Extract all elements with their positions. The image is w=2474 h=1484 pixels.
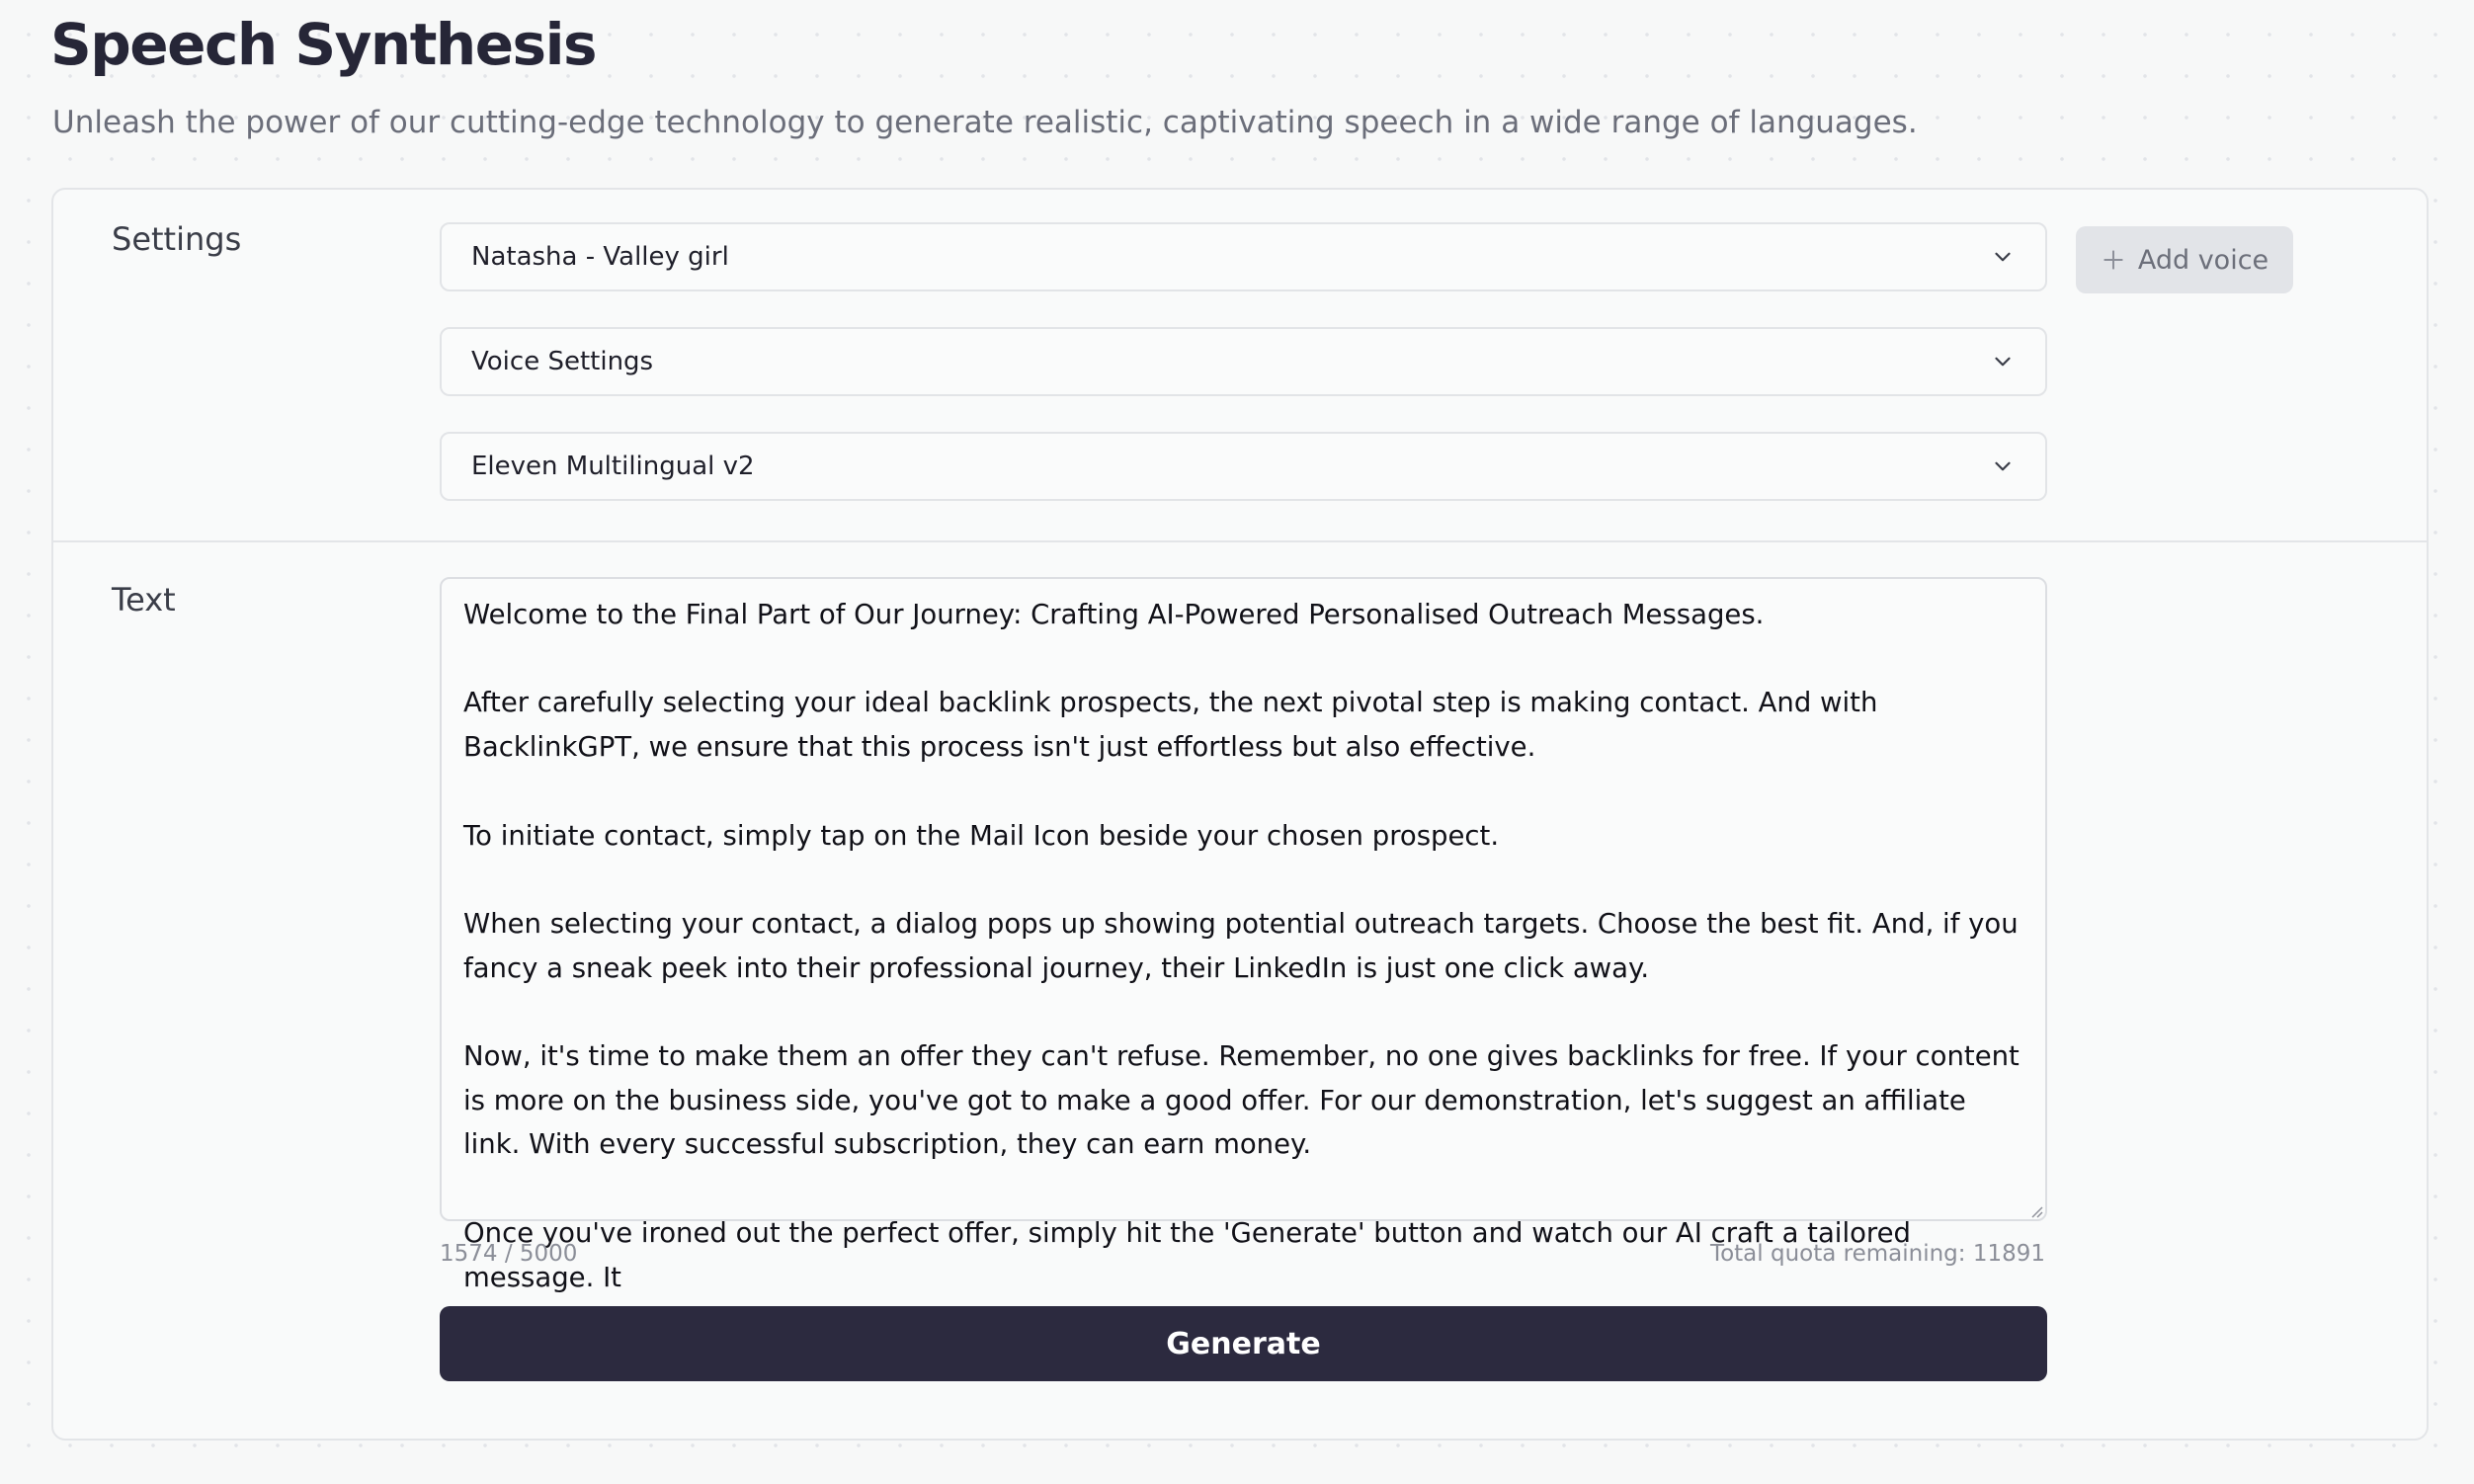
section-divider <box>53 540 2427 542</box>
generate-button[interactable]: Generate <box>440 1306 2047 1381</box>
add-voice-button[interactable] <box>2076 226 2293 293</box>
quota-remaining: Total quota remaining: 11891 <box>1709 1241 2045 1267</box>
resize-handle-icon[interactable] <box>2029 1203 2043 1217</box>
voice-select-value: Natasha - Valley girl <box>471 242 729 272</box>
character-counter: 1574 / 5000 <box>440 1241 578 1267</box>
chevron-down-icon <box>1990 349 2016 374</box>
voice-select[interactable] <box>440 222 2047 291</box>
page-title: Speech Synthesis <box>50 11 596 78</box>
chevron-down-icon <box>1990 244 2016 270</box>
voice-settings-select-value: Voice Settings <box>471 347 654 376</box>
model-select-value: Eleven Multilingual v2 <box>471 452 755 481</box>
chevron-down-icon <box>1990 453 2016 479</box>
text-label: Text <box>112 581 176 618</box>
voice-settings-select[interactable] <box>440 327 2047 396</box>
text-input-content[interactable]: Welcome to the Final Part of Our Journey: Crafting AI-Powered Personalised Outreach Messages. After carefully selecting your ideal backlink prospects, the next pivotal step is making contact. And with BacklinkGPT, we ensure that this process isn't just effortless but also effective. To initiate contact, simply tap on the Mail Icon beside your chosen prospect. When selecting your contact, a dialog pops up showing potential outreach targets. Choose the best fit. And, if you fancy a sneak peek into their professional journey, their LinkedIn is just one click away. Now, it's time to make them an offer they can't refuse. Remember, no one gives backlinks for free. If your content is more on the business side, you've got to make a good offer. For our demonstration, let's suggest an affiliate link. With every successful subscription, they can earn money. Once you've ironed out the perfect offer, simply hit the 'Generate' button and watch our AI craft a tailored message. It <box>463 599 2020 1293</box>
plus-icon <box>2101 247 2126 273</box>
settings-label: Settings <box>112 220 242 258</box>
speech-synthesis-card <box>51 188 2429 1441</box>
page-subtitle: Unleash the power of our cutting-edge technology to generate realistic, captivating speech in a wide range of languages. <box>52 105 1918 140</box>
model-select[interactable] <box>440 432 2047 501</box>
add-voice-label: Add voice <box>2137 244 2269 276</box>
